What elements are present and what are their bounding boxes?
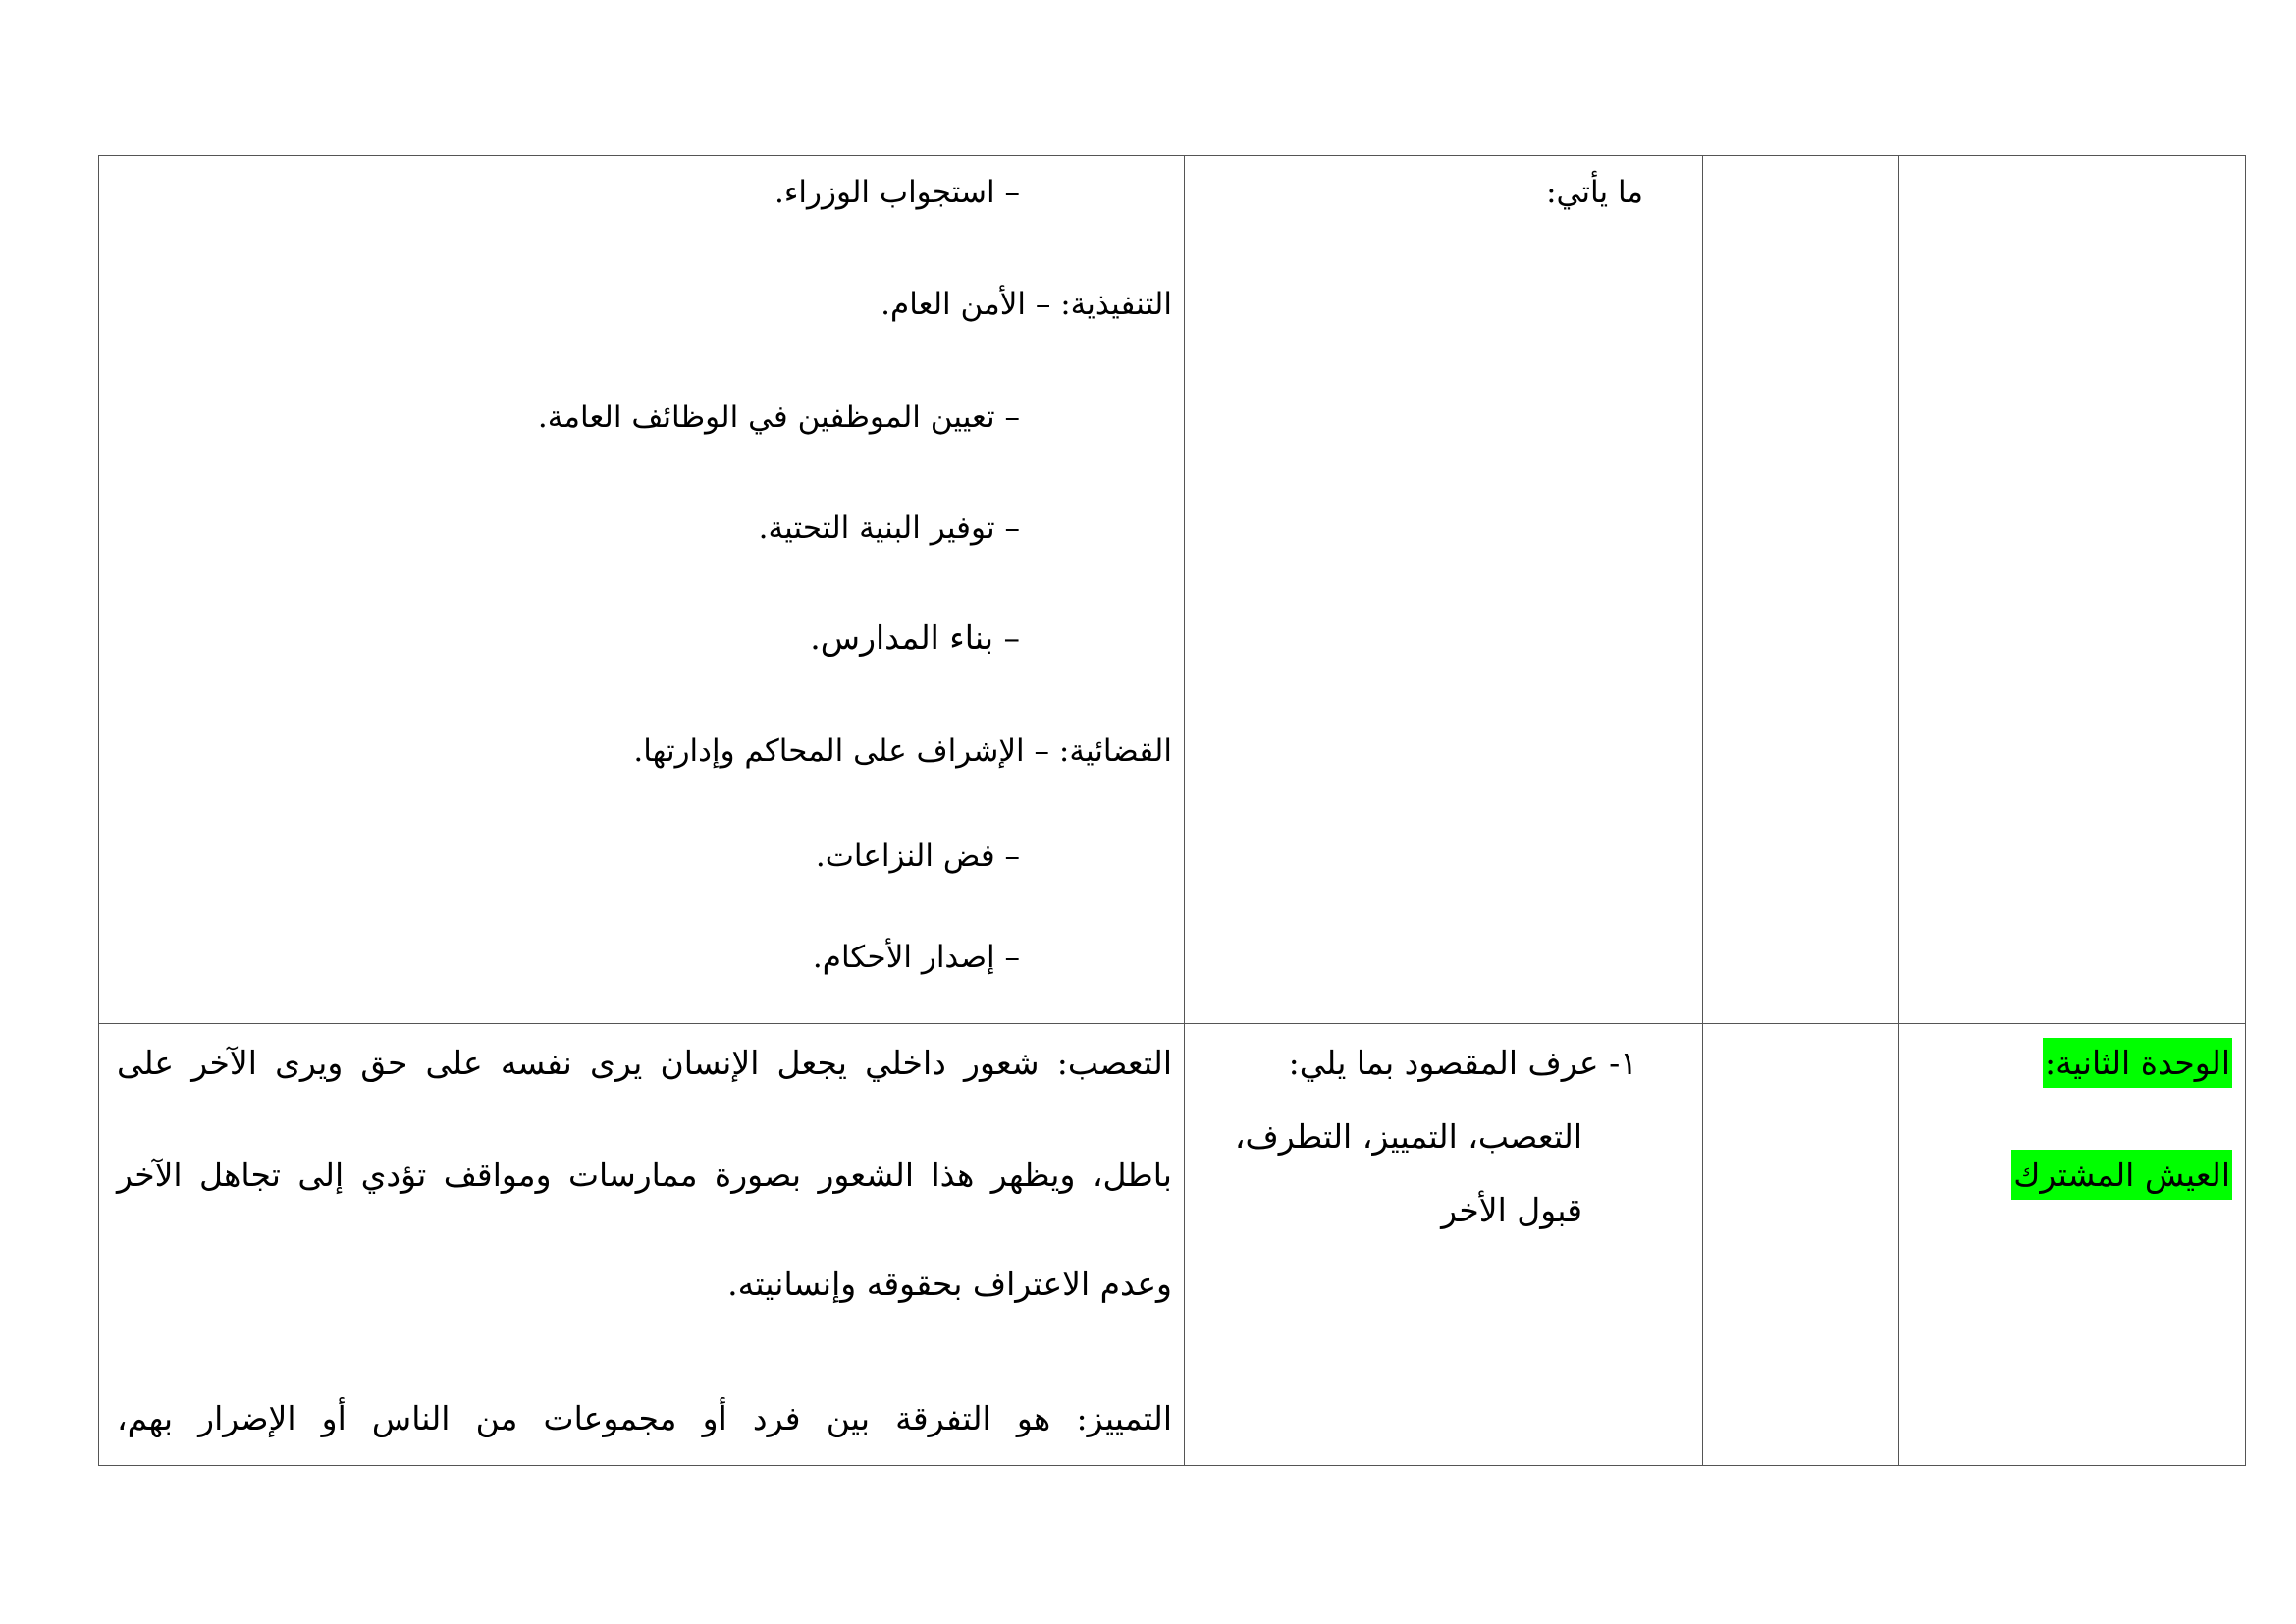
table-column-divider-1 [1184,155,1185,1466]
answer-line-schools: – بناء المدارس. [810,619,1020,657]
table-column-divider-2 [1702,155,1703,1466]
question-line: ما يأتي: [1546,175,1643,210]
answer-line-ministers: – استجواب الوزراء. [774,175,1020,210]
answer-discrimination-line1: التمييز: هو التفرقة بين فرد أو مجموعات من الناس أو الإضرار بهم، [117,1399,1172,1437]
answer-fanaticism-line1: التعصب: شعور داخلي يجعل الإنسان يرى نفسه على حق ويرى الآخر على [117,1044,1172,1082]
answer-line-judicial: القضائية: – الإشراف على المحاكم وإدارتها. [633,733,1172,769]
unit-name [2011,1156,2232,1195]
table-column-divider-3 [1898,155,1899,1466]
answer-fanaticism-line3: وعدم الاعتراف بحقوقه وإنسانيته. [727,1265,1172,1303]
answer-line-rulings: – إصدار الأحكام. [812,940,1020,975]
answer-line-disputes: – فض النزاعات. [815,839,1020,874]
answer-line-executive: التنفيذية: – الأمن العام. [881,287,1172,322]
unit-title-highlight: الوحدة الثانية: [2043,1038,2232,1088]
answer-line-infrastructure: – توفير البنية التحتية. [758,511,1020,546]
question-terms: التعصب، التمييز، التطرف، [1234,1117,1582,1156]
answer-fanaticism-line2: باطل، ويظهر هذا الشعور بصورة ممارسات ومواقف تؤدي إلى تجاهل الآخر [117,1156,1172,1194]
table-row-divider [98,1023,2246,1024]
question-terms-cont: قبول الأخر [1441,1191,1582,1229]
table [98,155,2246,1466]
answer-line-employees: – تعيين الموظفين في الوظائف العامة. [537,400,1020,435]
unit-title [2043,1044,2232,1083]
unit-name-highlight: العيش المشترك [2011,1150,2232,1200]
question-define: ١- عرف المقصود بما يلي: [1288,1044,1637,1082]
